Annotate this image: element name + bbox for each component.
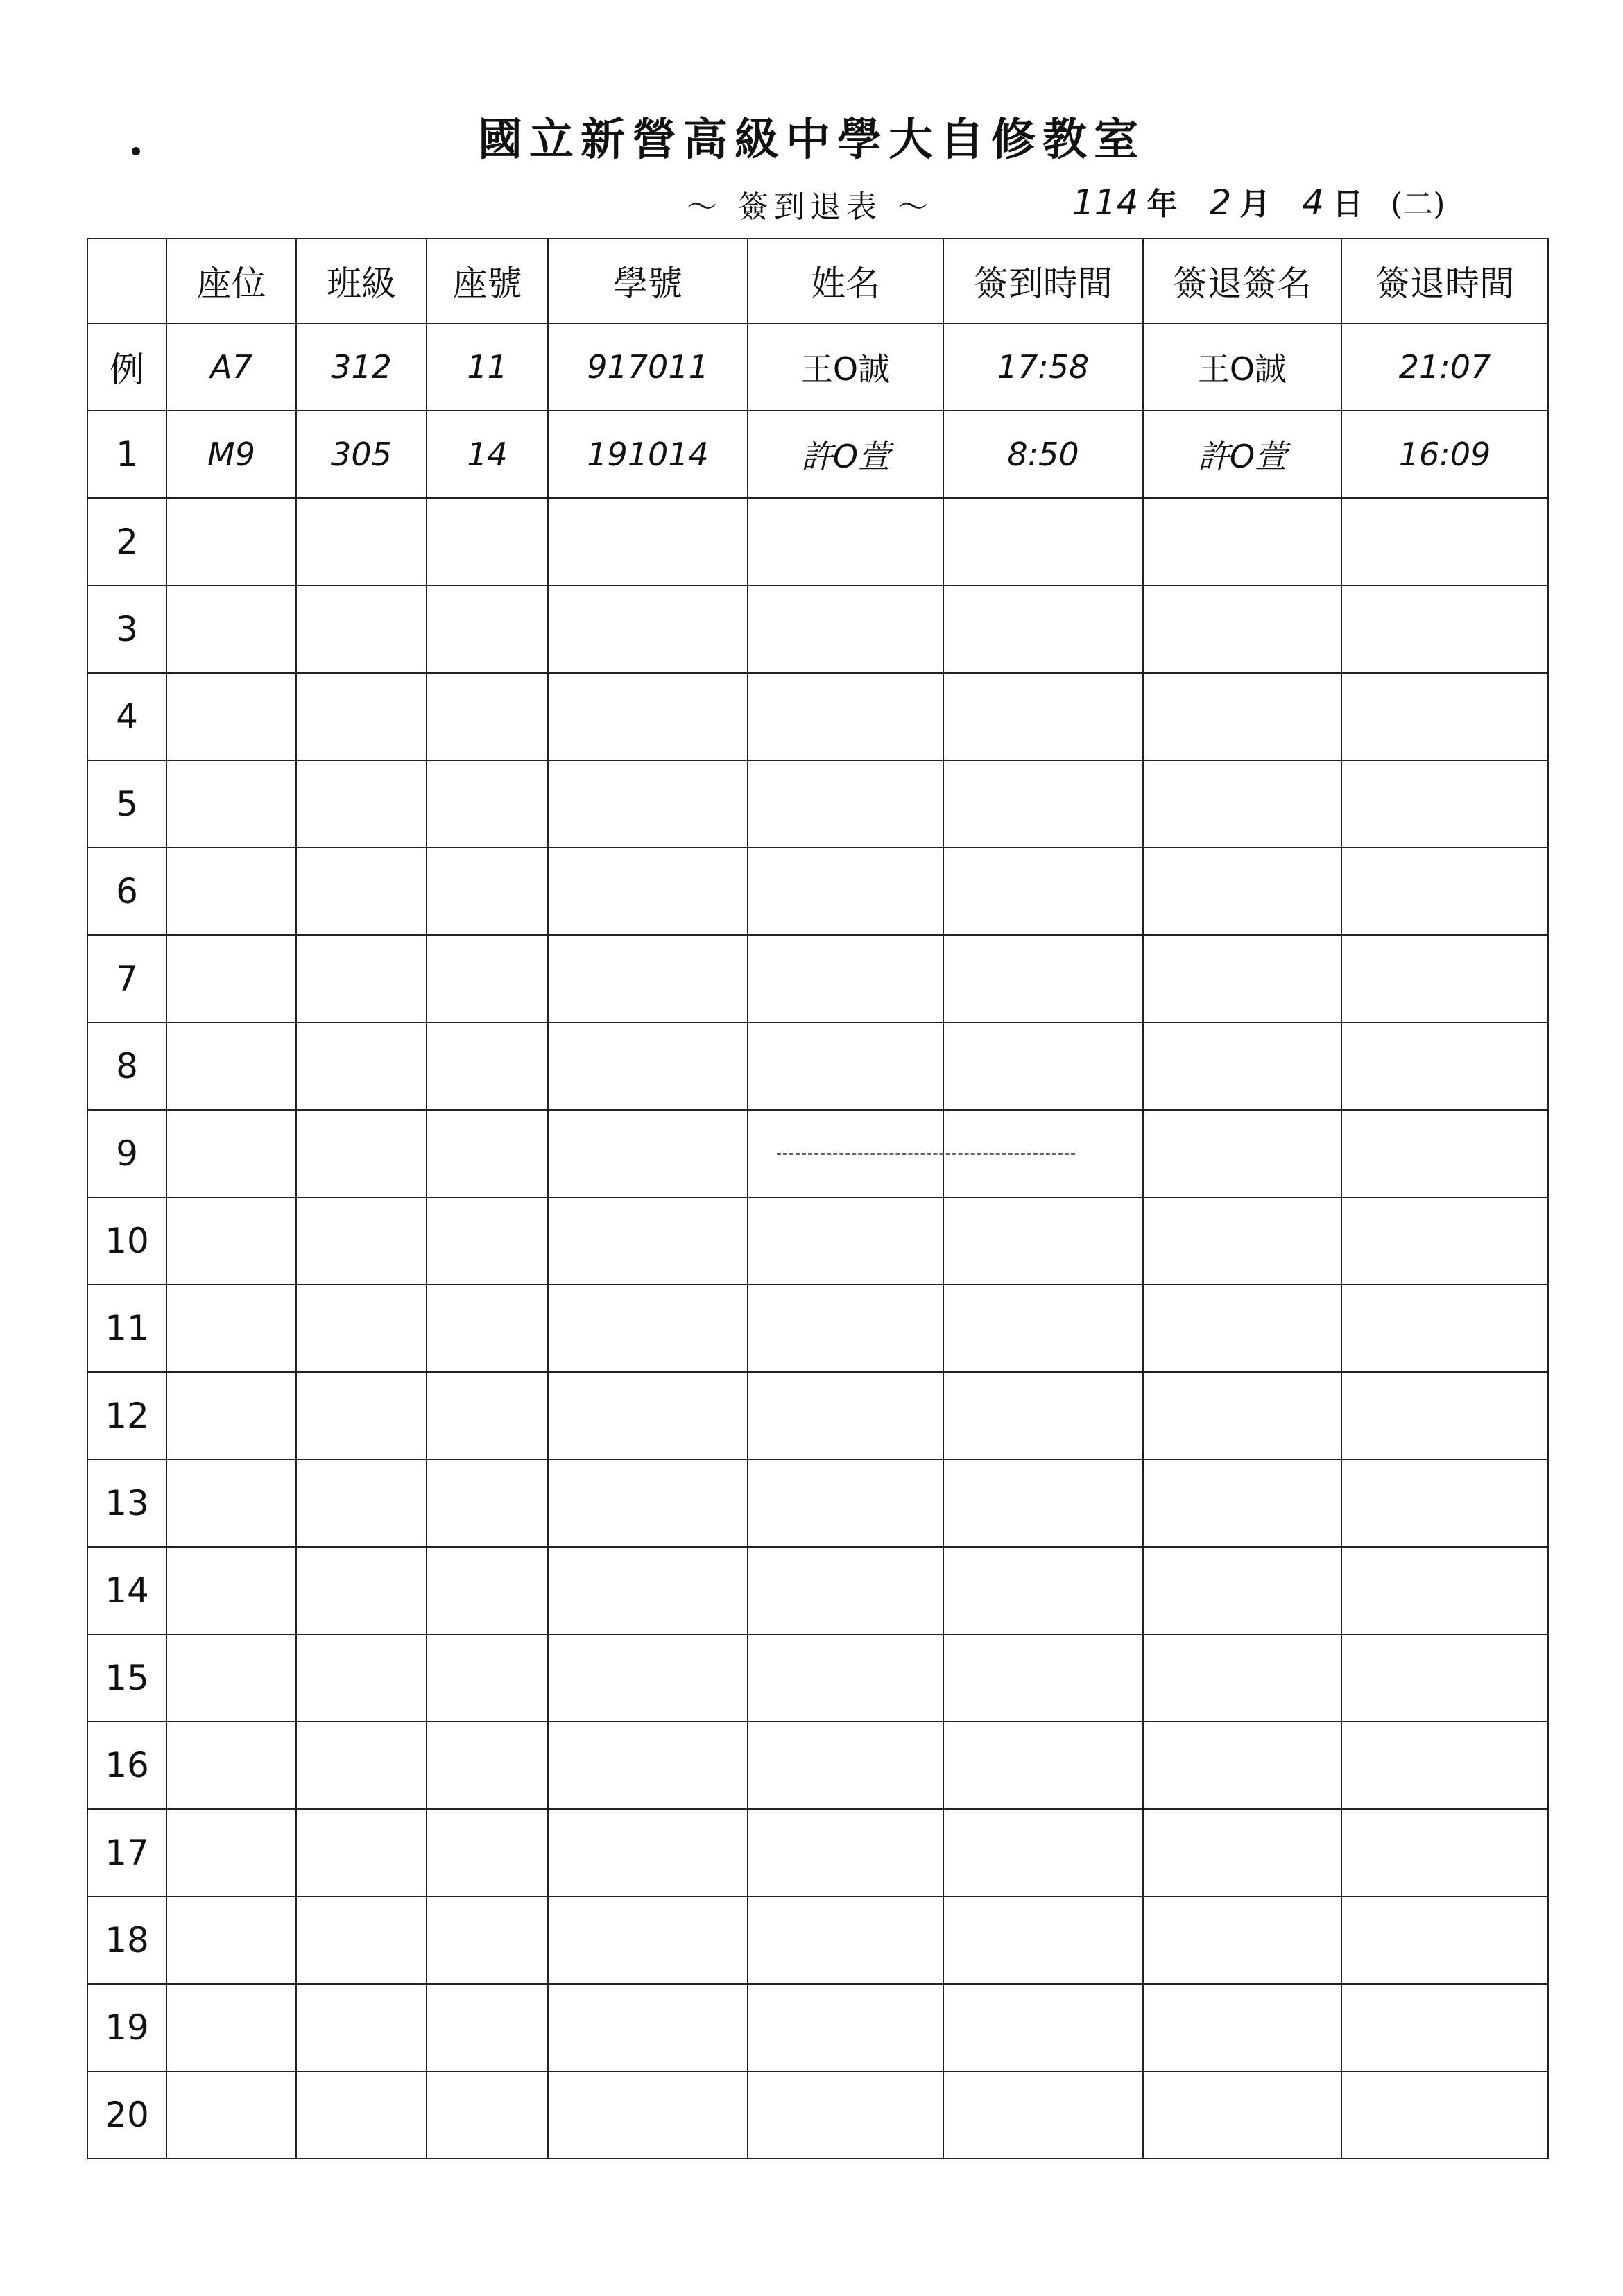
name-cell[interactable] xyxy=(748,1809,943,1896)
seat-no-cell[interactable] xyxy=(427,1984,548,2071)
table-row xyxy=(87,1459,1548,1547)
checkout-time-cell[interactable] xyxy=(1341,1547,1548,1634)
row-label: 12 xyxy=(87,1372,166,1459)
table-row xyxy=(87,1896,1548,1984)
date-year-label: 年 xyxy=(1147,187,1178,222)
student-id-cell[interactable] xyxy=(548,2071,748,2159)
table-row xyxy=(87,1285,1548,1372)
class-cell[interactable]: 305 xyxy=(296,411,427,498)
seat-cell[interactable] xyxy=(166,1110,296,1197)
date-day-label: 日 xyxy=(1332,187,1364,222)
student-id-cell[interactable] xyxy=(548,498,748,585)
seat-cell[interactable] xyxy=(166,760,296,848)
checkin-time-cell[interactable] xyxy=(943,585,1143,673)
seat-cell[interactable] xyxy=(166,1459,296,1547)
seat-no-cell[interactable] xyxy=(427,1896,548,1984)
checkout-signature-cell[interactable] xyxy=(1143,1896,1341,1984)
name-cell[interactable] xyxy=(748,1547,943,1634)
checkout-time-cell[interactable] xyxy=(1341,498,1548,585)
seat-cell[interactable] xyxy=(166,1896,296,1984)
seat-no-cell[interactable] xyxy=(427,1459,548,1547)
checkout-time-cell[interactable] xyxy=(1341,1896,1548,1984)
row-label: 16 xyxy=(87,1722,166,1809)
checkout-time-cell[interactable] xyxy=(1341,1197,1548,1285)
seat-cell[interactable] xyxy=(166,1022,296,1110)
table-row xyxy=(87,935,1548,1022)
student-id-cell[interactable] xyxy=(548,1634,748,1722)
name-cell: 王O誠 xyxy=(748,323,943,411)
name-cell[interactable] xyxy=(748,1372,943,1459)
checkin-time-cell[interactable] xyxy=(943,1984,1143,2071)
seat-no-cell[interactable] xyxy=(427,2071,548,2159)
checkout-time-cell[interactable] xyxy=(1341,673,1548,760)
checkout-time-cell[interactable] xyxy=(1341,2071,1548,2159)
seat-no-cell[interactable] xyxy=(427,1197,548,1285)
checkout-signature-cell[interactable] xyxy=(1143,2071,1341,2159)
class-cell[interactable] xyxy=(296,848,427,935)
seat-no-cell[interactable] xyxy=(427,673,548,760)
seat-cell[interactable] xyxy=(166,498,296,585)
checkout-signature-cell[interactable]: 許O萱 xyxy=(1143,411,1341,498)
row-label: 6 xyxy=(87,848,166,935)
seat-cell[interactable] xyxy=(166,585,296,673)
checkin-time-cell[interactable] xyxy=(943,498,1143,585)
name-cell[interactable] xyxy=(748,1022,943,1110)
student-id-cell[interactable] xyxy=(548,760,748,848)
row-label: 3 xyxy=(87,585,166,673)
checkin-time-cell[interactable]: 8:50 xyxy=(943,411,1143,498)
checkin-time-cell[interactable] xyxy=(943,1459,1143,1547)
checkout-signature-cell[interactable] xyxy=(1143,848,1341,935)
checkout-signature-cell[interactable] xyxy=(1143,1022,1341,1110)
form-subtitle: 〜 簽到退表 〜 xyxy=(687,189,934,225)
header-cell-blank xyxy=(87,239,166,323)
seat-no-cell[interactable] xyxy=(427,1372,548,1459)
checkout-signature-cell[interactable] xyxy=(1143,673,1341,760)
checkout-time-cell[interactable] xyxy=(1341,1984,1548,2071)
checkout-time-cell[interactable] xyxy=(1341,585,1548,673)
row-label: 15 xyxy=(87,1634,166,1722)
table-row xyxy=(87,585,1548,673)
checkout-signature-cell[interactable] xyxy=(1143,760,1341,848)
seat-no-cell[interactable] xyxy=(427,1634,548,1722)
class-cell[interactable] xyxy=(296,1285,427,1372)
table-row xyxy=(87,411,1548,498)
seat-no-cell[interactable] xyxy=(427,760,548,848)
student-id-cell[interactable] xyxy=(548,1984,748,2071)
class-cell[interactable] xyxy=(296,1547,427,1634)
seat-cell[interactable] xyxy=(166,1285,296,1372)
checkout-signature-cell[interactable] xyxy=(1143,1547,1341,1634)
checkout-time-cell[interactable] xyxy=(1341,1459,1548,1547)
table-row xyxy=(87,1547,1548,1634)
checkout-time-cell[interactable] xyxy=(1341,760,1548,848)
name-cell[interactable] xyxy=(748,1459,943,1547)
seat-no-cell[interactable] xyxy=(427,1722,548,1809)
checkin-time-cell[interactable] xyxy=(943,1285,1143,1372)
table-row xyxy=(87,1197,1548,1285)
header-cell-student-id: 學號 xyxy=(548,239,748,323)
checkout-signature-cell[interactable] xyxy=(1143,1285,1341,1372)
seat-cell[interactable] xyxy=(166,1722,296,1809)
student-id-cell[interactable] xyxy=(548,1547,748,1634)
header-cell-class: 班級 xyxy=(296,239,427,323)
checkin-time-cell[interactable] xyxy=(943,1896,1143,1984)
date-weekday: (二) xyxy=(1391,187,1445,222)
checkout-time-cell[interactable] xyxy=(1341,935,1548,1022)
name-cell[interactable] xyxy=(748,760,943,848)
student-id-cell[interactable] xyxy=(548,1285,748,1372)
seat-cell[interactable] xyxy=(166,1197,296,1285)
class-cell[interactable] xyxy=(296,1372,427,1459)
checkout-signature-cell[interactable] xyxy=(1143,1372,1341,1459)
table-row xyxy=(87,848,1548,935)
seat-no-cell[interactable] xyxy=(427,1285,548,1372)
checkin-time-cell[interactable] xyxy=(943,1722,1143,1809)
checkin-time-cell[interactable] xyxy=(943,1022,1143,1110)
class-cell[interactable] xyxy=(296,1896,427,1984)
checkout-signature-cell[interactable] xyxy=(1143,1197,1341,1285)
checkout-signature-cell[interactable] xyxy=(1143,1984,1341,2071)
name-cell[interactable] xyxy=(748,848,943,935)
checkout-time-cell: 21:07 xyxy=(1341,323,1548,411)
date-year: 114 xyxy=(1072,182,1139,223)
header-cell-checkout-signature: 簽退簽名 xyxy=(1143,239,1341,323)
seat-no-cell[interactable] xyxy=(427,1110,548,1197)
name-cell[interactable] xyxy=(748,1634,943,1722)
seat-no-cell[interactable]: 14 xyxy=(427,411,548,498)
seat-cell: A7 xyxy=(166,323,296,411)
checkout-time-cell[interactable] xyxy=(1341,1285,1548,1372)
name-cell[interactable] xyxy=(748,585,943,673)
student-id-cell[interactable] xyxy=(548,1372,748,1459)
row-label: 20 xyxy=(87,2071,166,2159)
seat-cell[interactable] xyxy=(166,1809,296,1896)
checkout-time-cell[interactable] xyxy=(1341,1809,1548,1896)
name-cell[interactable] xyxy=(748,1984,943,2071)
seat-cell[interactable] xyxy=(166,1634,296,1722)
name-cell[interactable] xyxy=(748,2071,943,2159)
header-cell-name: 姓名 xyxy=(748,239,943,323)
table-row xyxy=(87,1809,1548,1896)
seat-cell[interactable] xyxy=(166,1547,296,1634)
seat-no-cell[interactable] xyxy=(427,848,548,935)
row-label: 10 xyxy=(87,1197,166,1285)
name-cell[interactable] xyxy=(748,1285,943,1372)
table-row xyxy=(87,1022,1548,1110)
row-label: 例 xyxy=(87,323,166,411)
seat-no-cell[interactable] xyxy=(427,498,548,585)
table-row xyxy=(87,1984,1548,2071)
checkin-time-cell[interactable] xyxy=(943,673,1143,760)
table-header-row xyxy=(87,239,1548,323)
example-row xyxy=(87,323,1548,411)
class-cell[interactable] xyxy=(296,1809,427,1896)
checkin-time-cell[interactable] xyxy=(943,760,1143,848)
checkin-time-cell: 17:58 xyxy=(943,323,1143,411)
table-row xyxy=(87,673,1548,760)
checkout-time-cell[interactable] xyxy=(1341,1634,1548,1722)
class-cell[interactable] xyxy=(296,498,427,585)
student-id-cell[interactable] xyxy=(548,1459,748,1547)
checkout-signature-cell[interactable] xyxy=(1143,935,1341,1022)
student-id-cell[interactable] xyxy=(548,1110,748,1197)
student-id-cell[interactable] xyxy=(548,1022,748,1110)
seat-cell[interactable]: M9 xyxy=(166,411,296,498)
row-label: 14 xyxy=(87,1547,166,1634)
form-date xyxy=(1068,179,1445,223)
checkin-time-cell[interactable] xyxy=(943,1372,1143,1459)
checkout-signature-cell[interactable] xyxy=(1143,1634,1341,1722)
student-id-cell[interactable]: 191014 xyxy=(548,411,748,498)
row-label: 8 xyxy=(87,1022,166,1110)
page-title: 國立新營高級中學大自修教室 xyxy=(478,114,1145,166)
sign-in-table xyxy=(87,238,1549,2159)
class-cell[interactable] xyxy=(296,760,427,848)
class-cell[interactable] xyxy=(296,935,427,1022)
name-cell[interactable] xyxy=(748,498,943,585)
row-label: 11 xyxy=(87,1285,166,1372)
seat-no-cell[interactable] xyxy=(427,1022,548,1110)
class-cell[interactable] xyxy=(296,673,427,760)
checkout-signature-cell[interactable] xyxy=(1143,1722,1341,1809)
seat-cell[interactable] xyxy=(166,935,296,1022)
class-cell[interactable] xyxy=(296,2071,427,2159)
header-cell-seat: 座位 xyxy=(166,239,296,323)
row-label: 13 xyxy=(87,1459,166,1547)
checkout-signature-cell[interactable] xyxy=(1143,498,1341,585)
header-cell-seat-no: 座號 xyxy=(427,239,548,323)
checkin-time-cell[interactable] xyxy=(943,1197,1143,1285)
row-label: 1 xyxy=(87,411,166,498)
checkout-time-cell[interactable]: 16:09 xyxy=(1341,411,1548,498)
name-cell[interactable] xyxy=(748,935,943,1022)
checkout-time-cell[interactable] xyxy=(1341,1372,1548,1459)
checkin-time-cell[interactable] xyxy=(943,1634,1143,1722)
row-label: 19 xyxy=(87,1984,166,2071)
row-label: 18 xyxy=(87,1896,166,1984)
checkin-time-cell[interactable] xyxy=(943,2071,1143,2159)
seat-no-cell[interactable] xyxy=(427,585,548,673)
header-cell-checkin-time: 簽到時間 xyxy=(943,239,1143,323)
checkout-signature-cell: 王O誠 xyxy=(1143,323,1341,411)
row-label: 17 xyxy=(87,1809,166,1896)
class-cell[interactable] xyxy=(296,1984,427,2071)
class-cell[interactable] xyxy=(296,1634,427,1722)
seat-cell[interactable] xyxy=(166,848,296,935)
class-cell[interactable] xyxy=(296,1459,427,1547)
checkout-signature-cell[interactable] xyxy=(1143,1459,1341,1547)
seat-cell[interactable] xyxy=(166,1984,296,2071)
row-label: 5 xyxy=(87,760,166,848)
class-cell[interactable] xyxy=(296,1110,427,1197)
date-day: 4 xyxy=(1302,182,1325,223)
checkout-time-cell[interactable] xyxy=(1341,1722,1548,1809)
class-cell[interactable] xyxy=(296,585,427,673)
date-month-label: 月 xyxy=(1239,187,1271,222)
table-row xyxy=(87,1722,1548,1809)
student-id-cell[interactable] xyxy=(548,848,748,935)
date-month: 2 xyxy=(1209,182,1232,223)
name-cell[interactable] xyxy=(748,1896,943,1984)
seat-cell[interactable] xyxy=(166,2071,296,2159)
table-row xyxy=(87,2071,1548,2159)
class-cell[interactable] xyxy=(296,1197,427,1285)
checkin-time-cell[interactable] xyxy=(943,1809,1143,1896)
seat-cell[interactable] xyxy=(166,673,296,760)
seat-no-cell: 11 xyxy=(427,323,548,411)
student-id-cell[interactable] xyxy=(548,1809,748,1896)
seat-cell[interactable] xyxy=(166,1372,296,1459)
seat-no-cell[interactable] xyxy=(427,935,548,1022)
table-row xyxy=(87,498,1548,585)
student-id-cell[interactable] xyxy=(548,1197,748,1285)
class-cell: 312 xyxy=(296,323,427,411)
table-row xyxy=(87,760,1548,848)
name-cell[interactable] xyxy=(748,673,943,760)
seat-no-cell[interactable] xyxy=(427,1547,548,1634)
student-id-cell[interactable] xyxy=(548,1896,748,1984)
checkin-time-cell[interactable] xyxy=(943,935,1143,1022)
student-id-cell[interactable] xyxy=(548,935,748,1022)
class-cell[interactable] xyxy=(296,1722,427,1809)
seat-no-cell[interactable] xyxy=(427,1809,548,1896)
class-cell[interactable] xyxy=(296,1022,427,1110)
row-label: 7 xyxy=(87,935,166,1022)
checkout-time-cell[interactable] xyxy=(1341,848,1548,935)
checkout-signature-cell[interactable] xyxy=(1143,1110,1341,1197)
table-row xyxy=(87,1634,1548,1722)
student-id-cell: 917011 xyxy=(548,323,748,411)
checkin-time-cell[interactable] xyxy=(943,1547,1143,1634)
student-id-cell[interactable] xyxy=(548,1722,748,1809)
checkout-signature-cell[interactable] xyxy=(1143,585,1341,673)
row-label: 9 xyxy=(87,1110,166,1197)
header-cell-checkout-time: 簽退時間 xyxy=(1341,239,1548,323)
name-cell[interactable] xyxy=(748,1197,943,1285)
checkout-time-cell[interactable] xyxy=(1341,1022,1548,1110)
student-id-cell[interactable] xyxy=(548,673,748,760)
checkin-time-cell[interactable] xyxy=(943,848,1143,935)
row-label: 4 xyxy=(87,673,166,760)
scan-artifact-line xyxy=(777,1153,1075,1155)
table-row xyxy=(87,1372,1548,1459)
checkout-time-cell[interactable] xyxy=(1341,1110,1548,1197)
row-label: 2 xyxy=(87,498,166,585)
name-cell[interactable]: 許O萱 xyxy=(748,411,943,498)
checkout-signature-cell[interactable] xyxy=(1143,1809,1341,1896)
name-cell[interactable] xyxy=(748,1722,943,1809)
student-id-cell[interactable] xyxy=(548,585,748,673)
